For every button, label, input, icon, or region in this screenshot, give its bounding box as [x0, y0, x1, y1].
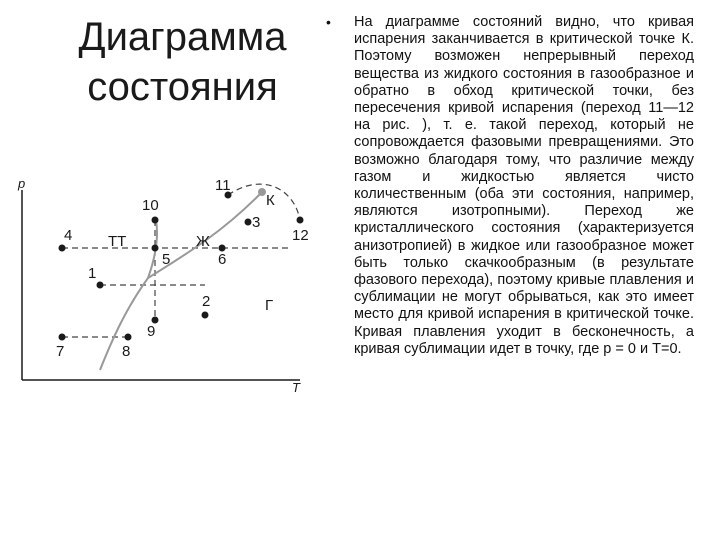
point-7: [59, 334, 66, 341]
label-5: 5: [162, 251, 171, 268]
label-10: 10: [142, 197, 159, 214]
point-5: [152, 245, 159, 252]
point-12: [297, 217, 304, 224]
label-critical-point: К: [266, 192, 275, 209]
bullet-list: [326, 14, 694, 358]
label-12: 12: [292, 227, 309, 244]
bullet-marker: •: [326, 14, 331, 30]
point-2: [202, 312, 209, 319]
labels: [56, 177, 309, 360]
region-gas-label: Г: [265, 297, 274, 314]
region-liquid-label: Ж: [196, 233, 210, 250]
body-paragraph: На диаграмме состояний видно, что кривая испарения заканчивается в критической точке К. Поэтому возможен непрерывный переход вещества из жидкого состояния в газообразное и обратно в обход критической точки, без пересечения кривой испарения (переход 11—12 на рис. ), т. е. такой переход, который не сопровождается фазовыми превращениями. Это возможно благодаря тому, что различие между газом и жидкостью является чисто количественным (оба эти состояния, например, являются изотропными). Переход же кристаллического состояния (характеризуется анизотропией) в жидкое или газообразное может быть только скачкообразным (в результате фазового перехода), поэтому кривые плавления и сублимации не могут обрываться, как это имеет место для кривой испарения в критической точке. Кривая плавления уходит в бесконечность, а кривая сублимации идет в точку, где p = 0 и T=0.: [354, 14, 694, 357]
label-3: 3: [252, 214, 261, 231]
phase-diagram: [0, 160, 330, 400]
label-11: 11: [215, 177, 231, 194]
label-1: 1: [88, 265, 97, 282]
title-line-1: Диаграмма: [78, 15, 287, 59]
bullet-item: [326, 14, 694, 358]
process-lines: [62, 184, 300, 337]
label-9: 9: [147, 323, 156, 340]
critical-point: [258, 188, 266, 196]
y-axis-label: p: [18, 176, 26, 191]
point-3: [245, 219, 252, 226]
region-solid-label: ТТ: [108, 233, 127, 250]
point-8: [125, 334, 132, 341]
slide-title: [60, 12, 305, 112]
label-8: 8: [122, 343, 131, 360]
label-6: 6: [218, 251, 227, 268]
point-10: [152, 217, 159, 224]
title-line-2: состояния: [87, 65, 278, 109]
label-2: 2: [202, 293, 211, 310]
x-axis-label: T: [292, 380, 300, 395]
label-7: 7: [56, 343, 65, 360]
point-4: [59, 245, 66, 252]
axes: [17, 176, 301, 395]
label-4: 4: [64, 227, 73, 244]
point-1: [97, 282, 104, 289]
